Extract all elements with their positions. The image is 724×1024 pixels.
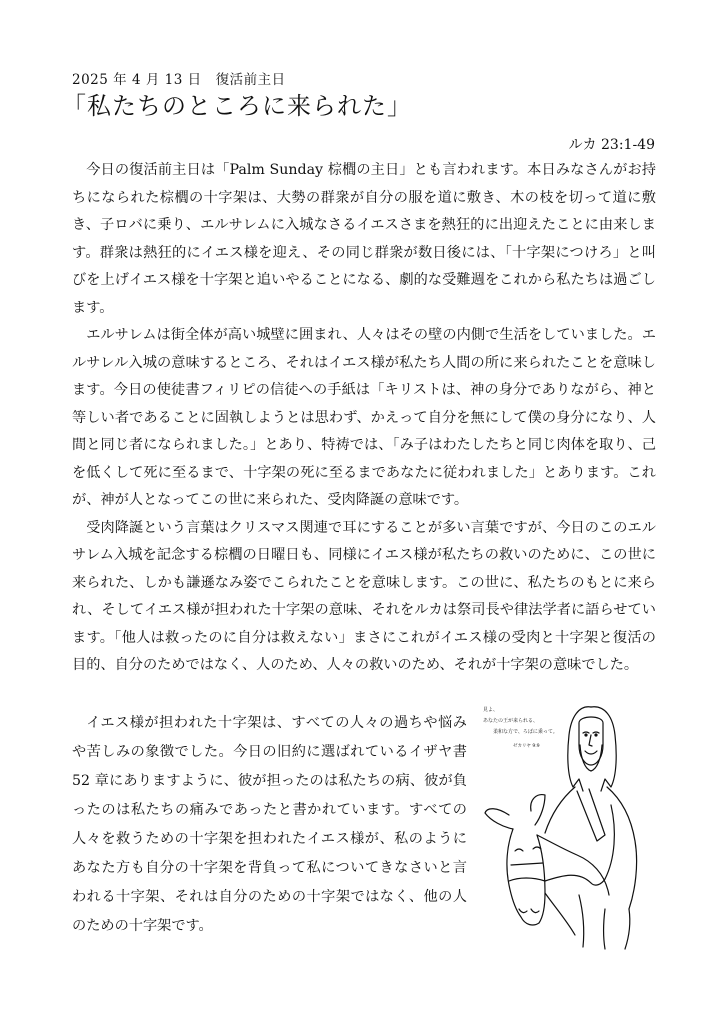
paragraph-4: イエス様が担われた十字架は、すべての人々の過ちや悩みや苦しみの象徴でした。今日の旧約に選ばれているイザヤ書 52 章にありますように、彼が担ったのは私たちの病、彼が負ったのは私たちの痛みであったと書かれています。すべての人々を救うための十字架を担われたイエス様が、私のようにあなた方も自分の十字架を背負って私についてきなさいと言われる十字架、それは自分のための十字架ではなく、他の人のための十字架です。 — [72, 715, 467, 934]
sermon-body — [72, 157, 656, 680]
paragraph-1: 今日の復活前主日は「Palm Sunday 棕櫚の主日」とも言われます。本日みなさんがお持ちになられた棕櫚の十字架は、大勢の群衆が自分の服を道に敷き、木の枝を切って道に敷き、子ロバに乗り、エルサレムに入城なさるイエスさまを熱狂的に出迎えたことに由来します。群衆は熱狂的にイエス様を迎え、その同じ群衆が数日後には、「十字架につけろ」と叫びを上げイエス様を十字架と追いやることになる、劇的な受難週をこれから私たちは過ごします。 — [72, 162, 656, 316]
illustration-caption-1: 見よ、 — [483, 707, 499, 713]
illustration-caption-2: あなたの王が来られる、 — [483, 718, 539, 724]
scripture-reference: ルカ 23:1-49 — [568, 137, 655, 153]
sermon-title: 「私たちのところに来られた」 — [62, 92, 412, 120]
date-line: 2025 年 4 月 13 日 復活前主日 — [72, 72, 286, 88]
sermon-body-final — [72, 709, 467, 941]
illustration-caption-ref: ゼカリヤ 9:9 — [513, 744, 540, 749]
jesus-on-donkey-illustration — [479, 695, 665, 953]
illustration-caption-3: 柔和な方で、ろばに乗って。 — [493, 729, 558, 735]
paragraph-3: 受肉降誕という言葉はクリスマス関連で耳にすることが多い言葉ですが、今日のこのエルサレム入城を記念する棕櫚の日曜日も、同様にイエス様が私たちの救いのために、この世に来られた、しかも謙遜なみ姿でこられたことを意味します。この世に、私たちのもとに来られ、そしてイエス様が担われた十字架の意味、それをルカは祭司長や律法学者に語らせています。「他人は救ったのに自分は救えない」まさにこれがイエス様の受肉と十字架と復活の目的、自分のためではなく、人のため、人々の救いのため、それが十字架の意味でした。 — [72, 519, 656, 673]
paragraph-2: エルサレムは街全体が高い城壁に囲まれ、人々はその壁の内側で生活をしていました。エルサレル入城の意味するところ、それはイエス様が私たち人間の所に来られたことを意味します。今日の使徒書フィリピの信徒への手紙は「キリストは、神の身分でありながら、神と等しい者であることに固執しようとは思わず、かえって自分を無にして僕の身分になり、人間と同じ者になられました。」とあり、特祷では、「み子はわたしたちと同じ肉体を取り、己を低くして死に至るまで、十字架の死に至るまであなたに従われました」とあります。これが、神が人となってこの世に来られた、受肉降誕の意味です。 — [72, 327, 656, 508]
